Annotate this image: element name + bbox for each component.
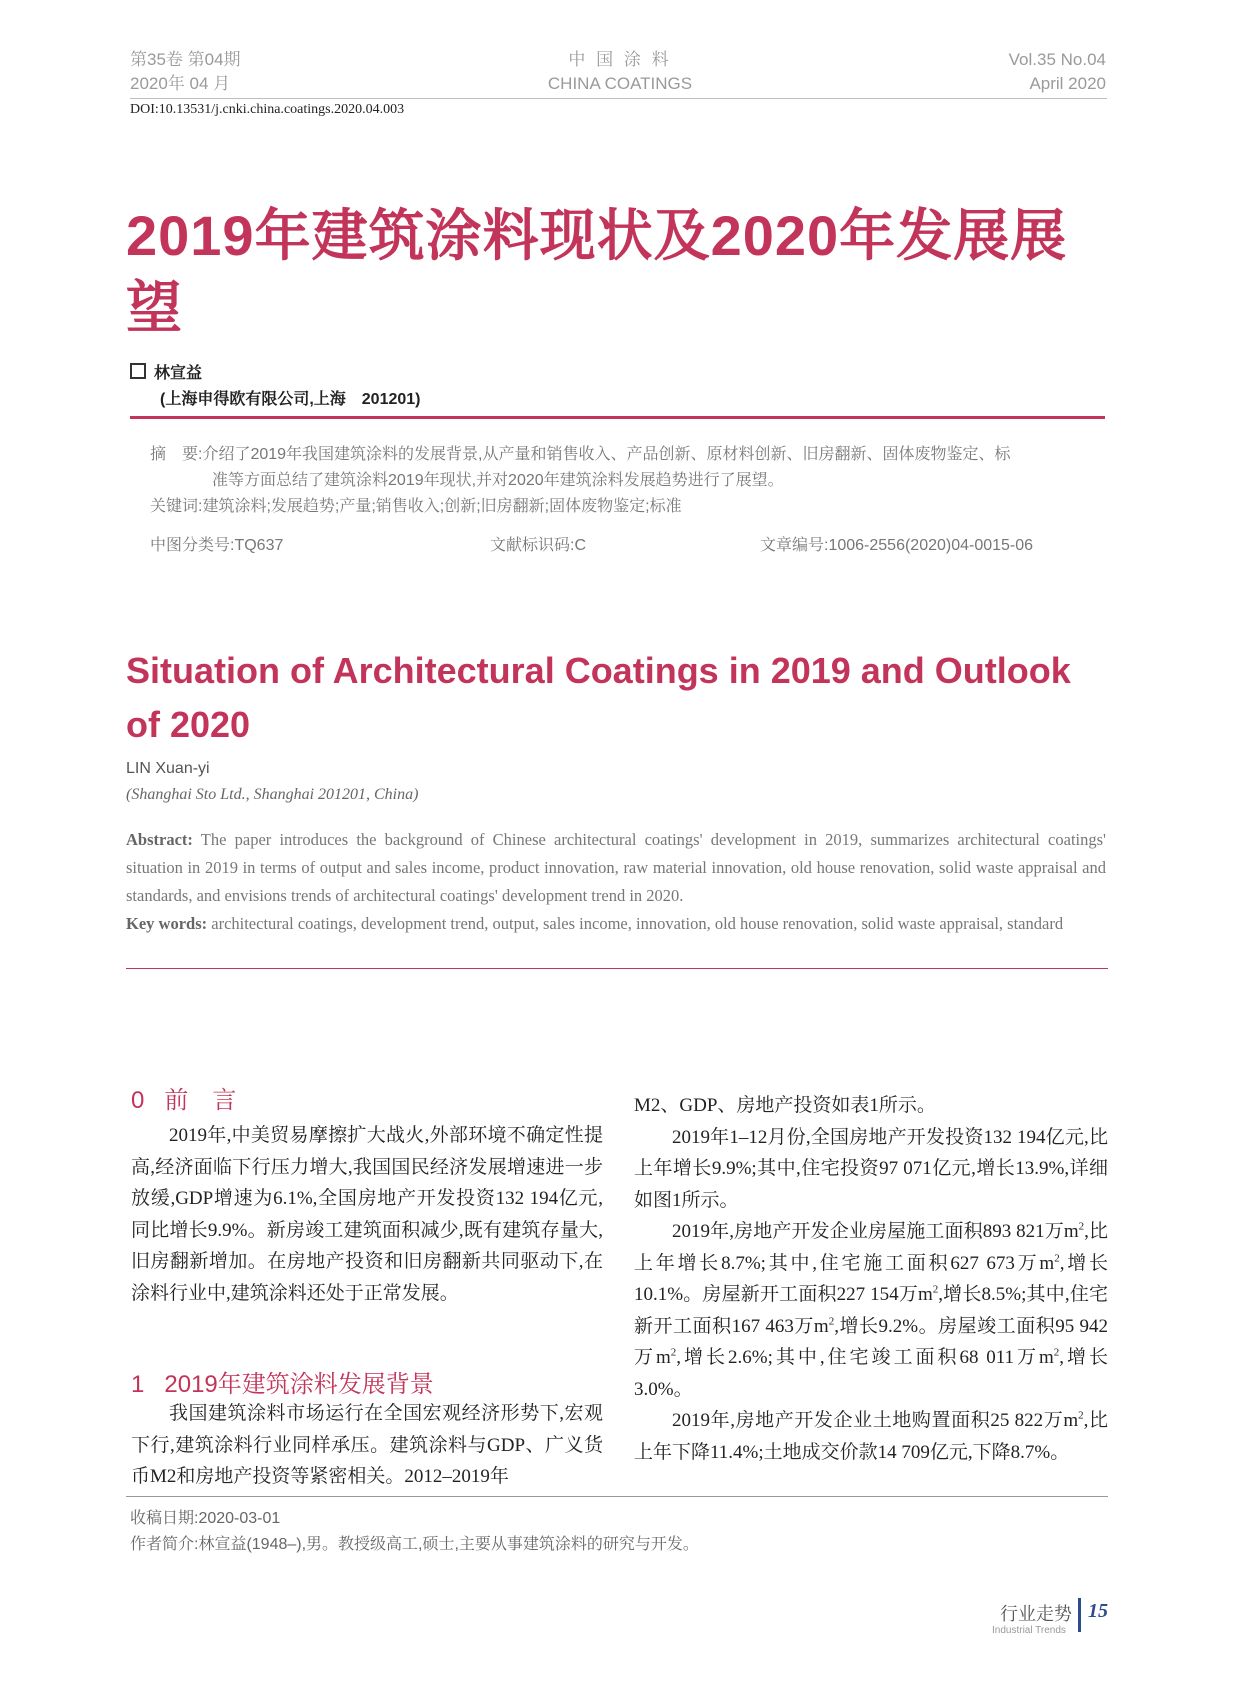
clc-number: 中图分类号:TQ637 bbox=[150, 537, 284, 554]
keywords-cn: 关键词:建筑涂料;发展趋势;产量;销售收入;创新;旧房翻新;固体废物鉴定;标准 bbox=[150, 498, 682, 515]
checkbox-square-icon bbox=[130, 363, 146, 379]
author-cn-line bbox=[130, 360, 202, 383]
document-code: 文献标识码:C bbox=[490, 537, 587, 554]
abstract-cn-label: 摘 要: bbox=[150, 446, 203, 463]
abstract-divider bbox=[126, 968, 1108, 969]
paragraph: 我国建筑涂料市场运行在全国宏观经济形势下,宏观下行,建筑涂料行业同样承压。建筑涂料与GDP、广义货币M2和房地产投资等紧密相关。2012–2019年 bbox=[131, 1403, 603, 1487]
received-date: 收稿日期:2020-03-01 bbox=[130, 1510, 281, 1527]
paragraph: 2019年,中美贸易摩擦扩大战火,外部环境不确定性提高,经济面临下行压力增大,我国国民经济发展增速进一步放缓,GDP增速为6.1%,全国房地产开发投资132 194亿元,同比增长9.9%。新房竣工建筑面积减少,既有建筑存量大,旧房翻新增加。在房地产投资和旧房翻新共同驱动下,在涂料行业中,建筑涂料还处于正常发展。 bbox=[131, 1125, 603, 1304]
abstract-en-label: Abstract: bbox=[126, 830, 193, 849]
journal-name-en: CHINA COATINGS bbox=[547, 74, 693, 93]
abstract-cn-line1: 摘 要:介绍了2019年我国建筑涂料的发展背景,从产量和销售收入、产品创新、原材料创新、旧房翻新、固体废物鉴定、标 bbox=[150, 446, 1011, 463]
author-cn: 林宣益 bbox=[154, 365, 203, 382]
abstract-en bbox=[126, 826, 1106, 938]
author-bio: 作者简介:林宣益(1948–),男。教授级高工,硕士,主要从事建筑涂料的研究与开发。 bbox=[130, 1536, 699, 1553]
section-0-body bbox=[131, 1120, 603, 1309]
article-number: 文章编号:1006-2556(2020)04-0015-06 bbox=[760, 537, 1034, 554]
title-en: Situation of Architectural Coatings in 2019 and Outlook of 2020 bbox=[126, 650, 1071, 745]
section-1-heading: 1 2019年建筑涂料发展背景 bbox=[131, 1371, 434, 1398]
abstract-cn-line2: 准等方面总结了建筑涂料2019年现状,并对2020年建筑涂料发展趋势进行了展望。 bbox=[212, 472, 784, 489]
keywords-en: Key words: architectural coatings, development trend, output, sales income, innovation, old house renovation, solid waste appraisal, standard bbox=[126, 914, 1064, 933]
header-divider bbox=[130, 98, 1107, 99]
journal-name-cn: 中 国 涂 料 bbox=[568, 50, 672, 69]
page-marker-bar bbox=[1078, 1598, 1081, 1632]
affiliation-cn: (上海申得欧有限公司,上海 201201) bbox=[160, 391, 421, 408]
date-en: April 2020 bbox=[1029, 74, 1106, 93]
doi: DOI:10.13531/j.cnki.china.coatings.2020.04.003 bbox=[130, 102, 405, 117]
abstract-en-body: Abstract: The paper introduces the background of Chinese architectural coatings' development in 2019, summarizes architectural coatings' situation in 2019 in terms of output and sales income, product innovation, raw material innovation, old house renovation, solid waste appraisal and standards, and envisions trends of architectural coatings' development trend in 2020. bbox=[126, 830, 1107, 905]
section-1-body bbox=[131, 1398, 603, 1493]
author-en: LIN Xuan-yi bbox=[126, 760, 210, 777]
section-label-en: Industrial Trends bbox=[992, 1625, 1066, 1636]
page-number: 15 bbox=[1088, 1600, 1108, 1622]
section-label-cn: 行业走势 bbox=[1000, 1604, 1072, 1624]
title-cn: 2019年建筑涂料现状及2020年发展展望 bbox=[126, 204, 1068, 339]
paragraph: 2019年,房地产开发企业土地购置面积25 822万$m^2$,比上年下降11.4%;土地成交价款14 709亿元,下降8.7%。 bbox=[634, 1409, 1108, 1463]
abstract-cn bbox=[150, 442, 1070, 520]
right-column-body bbox=[634, 1090, 1108, 1468]
volume-issue-cn: 第35卷 第04期 bbox=[130, 50, 241, 69]
date-cn: 2020年 04 月 bbox=[130, 74, 231, 93]
keywords-en-label: Key words: bbox=[126, 914, 208, 933]
volume-issue-en: Vol.35 No.04 bbox=[1008, 50, 1106, 69]
paragraph: 2019年1–12月份,全国房地产开发投资132 194亿元,比上年增长9.9%;其中,住宅投资97 071亿元,增长13.9%,详细如图1所示。 bbox=[634, 1126, 1108, 1211]
footnote-divider bbox=[126, 1496, 1108, 1497]
paragraph: 2019年,房地产开发企业房屋施工面积893 821万$m^2$,比上年增长8.7%;其中,住宅施工面积627 673万$m^2$,增长10.1%。房屋新开工面积227 154万$m^2$,增长8.5%;其中,住宅新开工面积167 463万$m^2$,增长9.2%。房屋竣工面积95 942万$m^2$,增长2.6%;其中,住宅竣工面积68 011万$m^2$,增长3.0%。 bbox=[634, 1220, 1109, 1400]
paragraph: M2、GDP、房地产投资如表1所示。 bbox=[634, 1095, 936, 1116]
affiliation-en: (Shanghai Sto Ltd., Shanghai 201201, China) bbox=[126, 786, 419, 803]
title-divider bbox=[130, 416, 1105, 419]
section-0-heading: 0 前 言 bbox=[131, 1087, 237, 1114]
